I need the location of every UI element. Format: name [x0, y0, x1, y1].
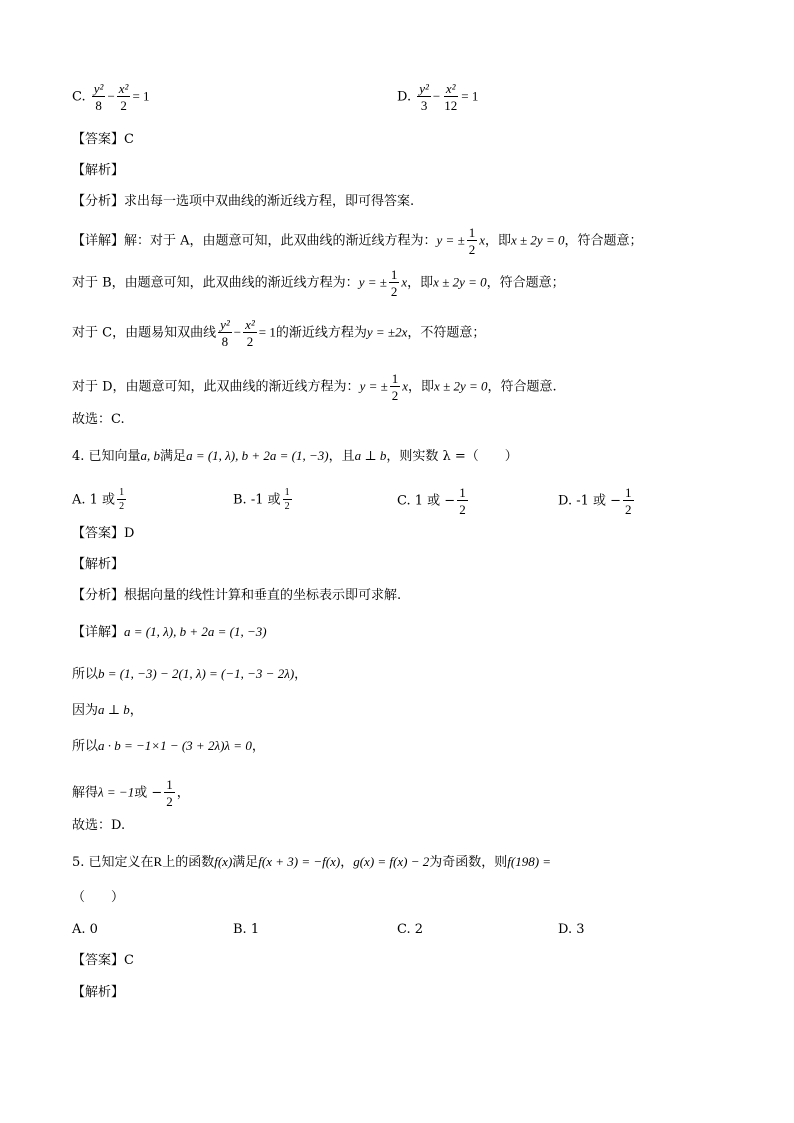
q5-paren: （ ） — [72, 890, 125, 905]
q3-option-c — [72, 82, 150, 112]
equation-rhs: = 1 — [461, 88, 479, 104]
option-label: D. — [397, 89, 412, 105]
q3-answer: 【答案】C — [72, 132, 134, 147]
q5-stem: 5. 已知定义在R上的函数f(x)满足f(x + 3) = −f(x)，g(x) = f(x) − 2为奇函数，则f(198) = — [72, 854, 552, 870]
equation-rhs: = 1 — [132, 88, 150, 104]
q3-detail-c: 对于 C，由题易知双曲线 $\frac{\text{y²}}{8}$ − $\frac{\text{x²}}{2}$ = 1的渐近线方程为y = ±2x，不符题意； — [72, 317, 486, 349]
q3-detail-b: 对于 B，由题意可知，此双曲线的渐近线方程为：y = ± $\frac{1}{2}$ x，即x ± 2y = 0，符合题意； — [72, 267, 565, 299]
option-label: C. — [72, 89, 86, 105]
q4-step-4: 解得λ = −1或 − $\frac{1}{2}$ ， — [72, 777, 190, 809]
q3-detail-d: 对于 D，由题意可知，此双曲线的渐近线方程为：y = ± $\frac{1}{2}$ x，即x ± 2y = 0，符合题意. — [72, 371, 557, 403]
q4-step-1: 所以b = (1, −3) − 2(1, λ) = (−1, −3 − 2λ)， — [72, 666, 308, 682]
q3-option-d — [397, 82, 478, 112]
q4-step-2: 因为a ⊥ b， — [72, 702, 143, 718]
q5-option-c: C. 2 — [397, 922, 424, 937]
q3-detail-a: 【详解】解：对于 A，由题意可知，此双曲线的渐近线方程为：y = ± $\frac{1}{2}$ x，即x ± 2y = 0，符合题意； — [72, 225, 643, 257]
q4-option-a: A. 1 或 $\frac{1}{2}$ — [72, 487, 125, 512]
q5-answer: 【答案】C — [72, 953, 134, 968]
q4-step-3: 所以a · b = −1×1 − (3 + 2λ)λ = 0， — [72, 738, 265, 754]
q4-guxuan: 故选：D. — [72, 818, 126, 833]
q4-fenxi: 【分析】根据向量的线性计算和垂直的坐标表示即可求解. — [72, 588, 402, 603]
q3-jiexi: 【解析】 — [72, 163, 125, 178]
q3-fenxi: 【分析】求出每一选项中双曲线的渐近线方程，即可得答案. — [72, 194, 415, 209]
q5-option-b: B. 1 — [233, 922, 260, 937]
fraction: $\frac{\text{y²}}{3}$ — [419, 81, 429, 113]
q4-answer: 【答案】D — [72, 526, 135, 541]
q5-option-a: A. 0 — [72, 922, 98, 937]
operator: − — [107, 88, 115, 104]
operator: − — [432, 88, 441, 104]
fraction: $\frac{\text{y²}}{8}$ — [93, 81, 104, 113]
q4-detail: 【详解】a = (1, λ), b + 2a = (1, −3) — [72, 624, 267, 640]
q5-option-d: D. 3 — [558, 922, 585, 937]
q4-stem: 4. 已知向量a, b满足a = (1, λ), b + 2a = (1, −3)，且a ⊥ b，则实数 λ =（ ） — [72, 448, 518, 464]
q3-guxuan: 故选：C. — [72, 412, 125, 427]
q5-jiexi: 【解析】 — [72, 985, 125, 1000]
q4-option-c: C. 1 或 − $\frac{1}{2}$ — [397, 485, 466, 517]
fraction: $\frac{\text{x²}}{2}$ — [118, 81, 129, 113]
q4-option-b: B. -1 或 $\frac{1}{2}$ — [233, 487, 290, 512]
q4-jiexi: 【解析】 — [72, 557, 125, 572]
fraction: $\frac{\text{x²}}{12}$ — [444, 81, 458, 113]
q4-option-d: D. -1 或 − $\frac{1}{2}$ — [558, 485, 632, 517]
